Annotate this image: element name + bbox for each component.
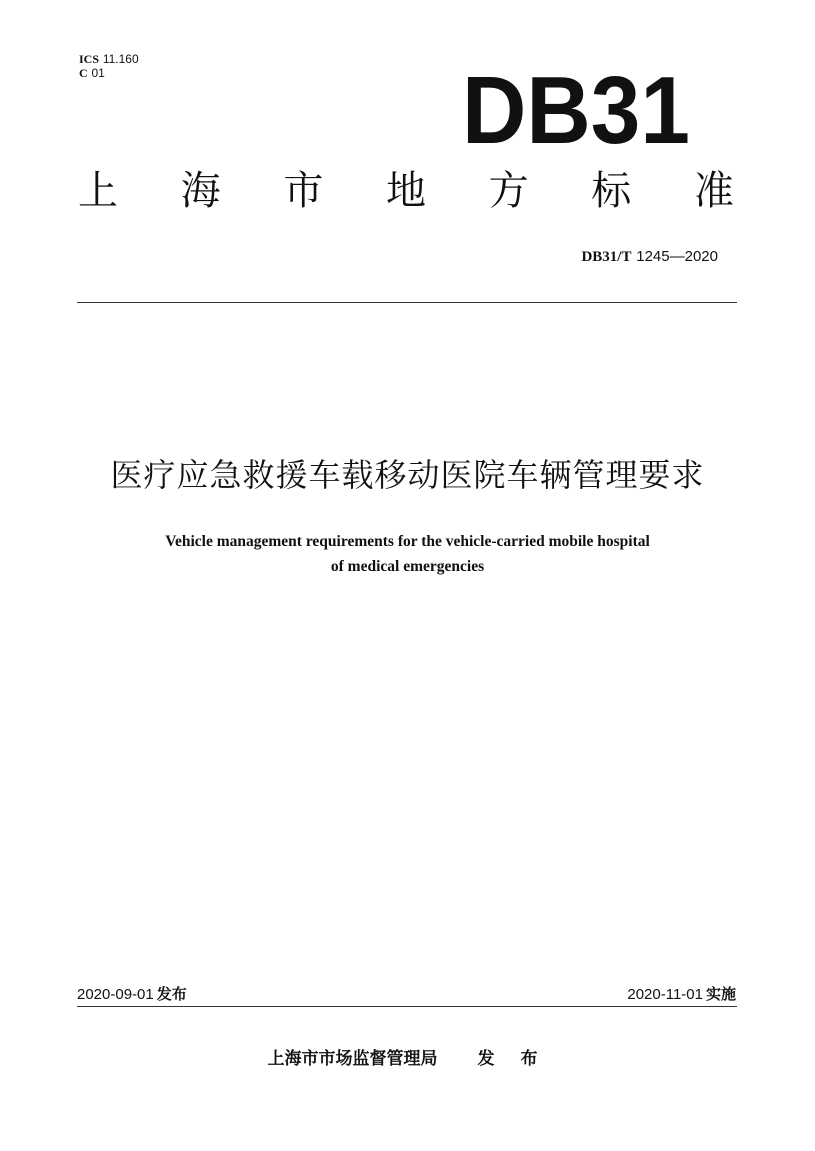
document-title-english [60, 529, 755, 579]
ccs-value: 01 [91, 66, 105, 80]
standard-type-char: 海 [180, 168, 221, 214]
english-title-line: Vehicle management requirements for the vehicle-carried mobile hospital [165, 533, 650, 550]
db31-logo-text: DB31 [462, 60, 690, 146]
standard-type-char: 地 [385, 168, 426, 214]
implementation-date-value: 2020-11-01 [627, 986, 703, 1003]
issuer-name: 上海市市场监督管理局 [267, 1049, 438, 1069]
standard-number-value: 1245—2020 [636, 248, 718, 265]
standard-type-heading [78, 166, 734, 216]
document-title-chinese: 医疗应急救援车载移动医院车辆管理要求 [110, 456, 705, 494]
standard-type-char: 标 [591, 168, 632, 214]
issuing-authority [0, 1047, 815, 1071]
standard-code: DB31/T [581, 249, 632, 265]
classification-codes [79, 52, 139, 80]
issue-date [77, 984, 187, 1005]
english-title-line: of medical emergencies [330, 558, 485, 575]
issue-word: 发布 [156, 985, 187, 1003]
issue-date-value: 2020-09-01 [77, 986, 154, 1003]
standard-number [581, 246, 718, 267]
standard-type-char: 上 [78, 168, 118, 214]
ccs-label: C [79, 66, 88, 80]
ics-label: ICS [79, 52, 100, 66]
implementation-word: 实施 [705, 985, 736, 1003]
issuer-publish-word: 发 布 [477, 1049, 548, 1069]
ics-value: 11.160 [102, 52, 139, 66]
implementation-date [627, 984, 736, 1005]
header-divider [77, 302, 737, 303]
ics-code-line [79, 52, 139, 66]
footer-divider [77, 1006, 737, 1007]
ccs-code-line [79, 66, 139, 80]
standard-type-char: 准 [693, 168, 734, 214]
db31-logo [462, 60, 692, 146]
standard-type-char: 市 [283, 168, 324, 214]
standard-type-char: 方 [488, 168, 529, 214]
